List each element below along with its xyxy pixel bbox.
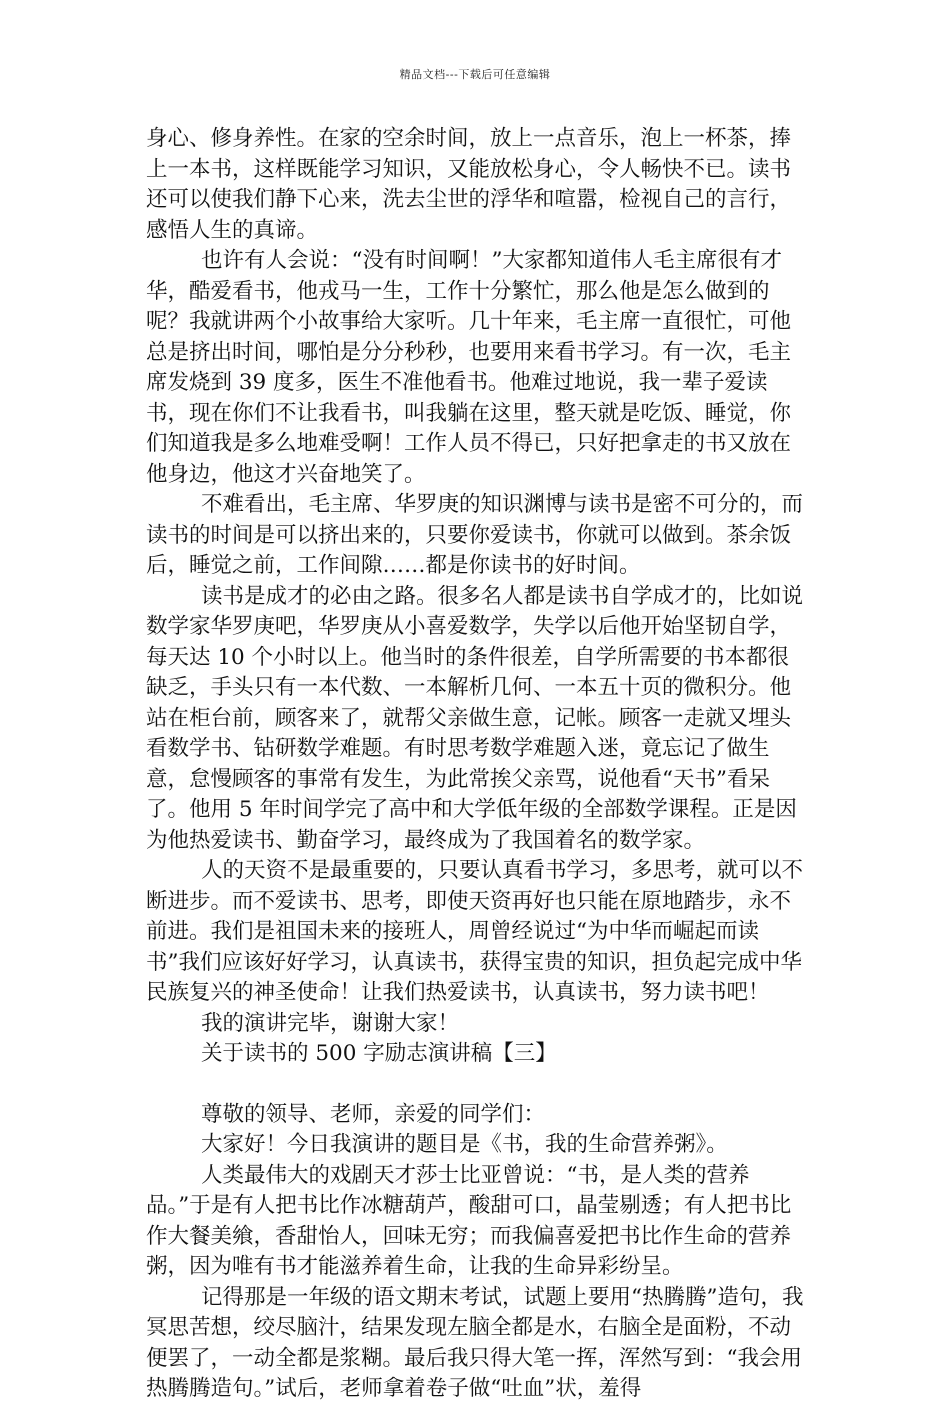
salutation: 尊敬的领导、老师，亲爱的同学们： [201, 1101, 546, 1127]
paragraph: 大家好！今日我演讲的题目是《书，我的生命营养粥》。 [201, 1132, 728, 1157]
paragraph: 不难看出，毛主席、华罗庚的知识渊博与读书是密不可分的，而读书的时间是可以挤出来的，只要你爱读书，你就可以做到。茶余饭后，睡觉之前，工作间隙……都是你读书的好时间。 [146, 492, 804, 578]
paragraph: 身心、修身养性。在家的空余时间，放上一点音乐，泡上一杯茶，捧上一本书，这样既能学习知识，又能放松身心，令人畅快不已。读书还可以使我们静下心来，洗去尘世的浮华和喧嚣，检视自己的言行，感悟人生的真谛。 [146, 126, 792, 243]
paragraph: 也许有人会说：“没有时间啊！”大家都知道伟人毛主席很有才华，酷爱看书，他戎马一生，工作十分繁忙，那么他是怎么做到的呢？我就讲两个小故事给大家听。几十年来，毛主席一直很忙，可他总是挤出时间，哪怕是分分秒秒，也要用来看书学习。有一次，毛主席发烧到 39 度多，医生不准他看书。他难过地说，我一辈子爱读书，现在你们不让我看书，叫我躺在这里，整天就是吃饭、睡觉，你们知道我是多么地难受啊！工作人员不得已，只好把拿走的书又放在他身边，他这才兴奋地笑了。 [146, 248, 792, 487]
paragraph: 人的天资不是最重要的，只要认真看书学习，多思考，就可以不断进步。而不爱读书、思考，即使天资再好也只能在原地踏步，永不前进。我们是祖国未来的接班人，周曾经说过“为中华而崛起而读书”我们应该好好学习，认真读书，获得宝贵的知识，担负起完成中华民族复兴的神圣使命！让我们热爱读书，认真读书，努力读书吧！ [146, 858, 804, 1005]
paragraph: 记得那是一年级的语文期末考试，试题上要用“热腾腾”造句，我冥思苦想，绞尽脑汁，结果发现左脑全都是水，右脑全是面粉，不动便罢了，一动全都是浆糊。最后我只得大笔一挥，浑然写到：“我会用热腾腾造句。”试后，老师拿着卷子做“吐血”状，羞得 [146, 1284, 804, 1401]
paragraph: 读书是成才的必由之路。很多名人都是读书自学成才的，比如说数学家华罗庚吧，华罗庚从小喜爱数学，失学以后他开始坚韧自学，每天达 10 个小时以上。他当时的条件很差，自学所需要的书本都很缺乏，手头只有一本代数、一本解析几何、一本五十页的微积分。他站在柜台前，顾客来了，就帮父亲做生意，记帐。顾客一走就又埋头看数学书、钻研数学难题。有时思考数学难题入迷，竟忘记了做生意，怠慢顾客的事常有发生，为此常挨父亲骂，说他看“天书”看呆了。他用 5 年时间学完了高中和大学低年级的全部数学课程。正是因为他热爱读书、勤奋学习，最终成为了我国着名的数学家。 [146, 583, 804, 853]
section-heading: 关于读书的 500 字励志演讲稿【三】 [201, 1041, 557, 1066]
document-body [146, 124, 806, 1405]
paragraph: 人类最伟大的戏剧天才莎士比亚曾说：“书，是人类的营养品。”于是有人把书比作冰糖葫芦，酸甜可口，晶莹剔透；有人把书比作大餐美飨，香甜怡人，回味无穷；而我偏喜爱把书比作生命的营养粥，因为唯有书才能滋养着生命，让我的生命异彩纷呈。 [146, 1162, 792, 1279]
closing-line: 我的演讲完毕，谢谢大家！ [201, 1010, 460, 1036]
page-header: 精品文档---下载后可任意编辑 [399, 68, 551, 81]
